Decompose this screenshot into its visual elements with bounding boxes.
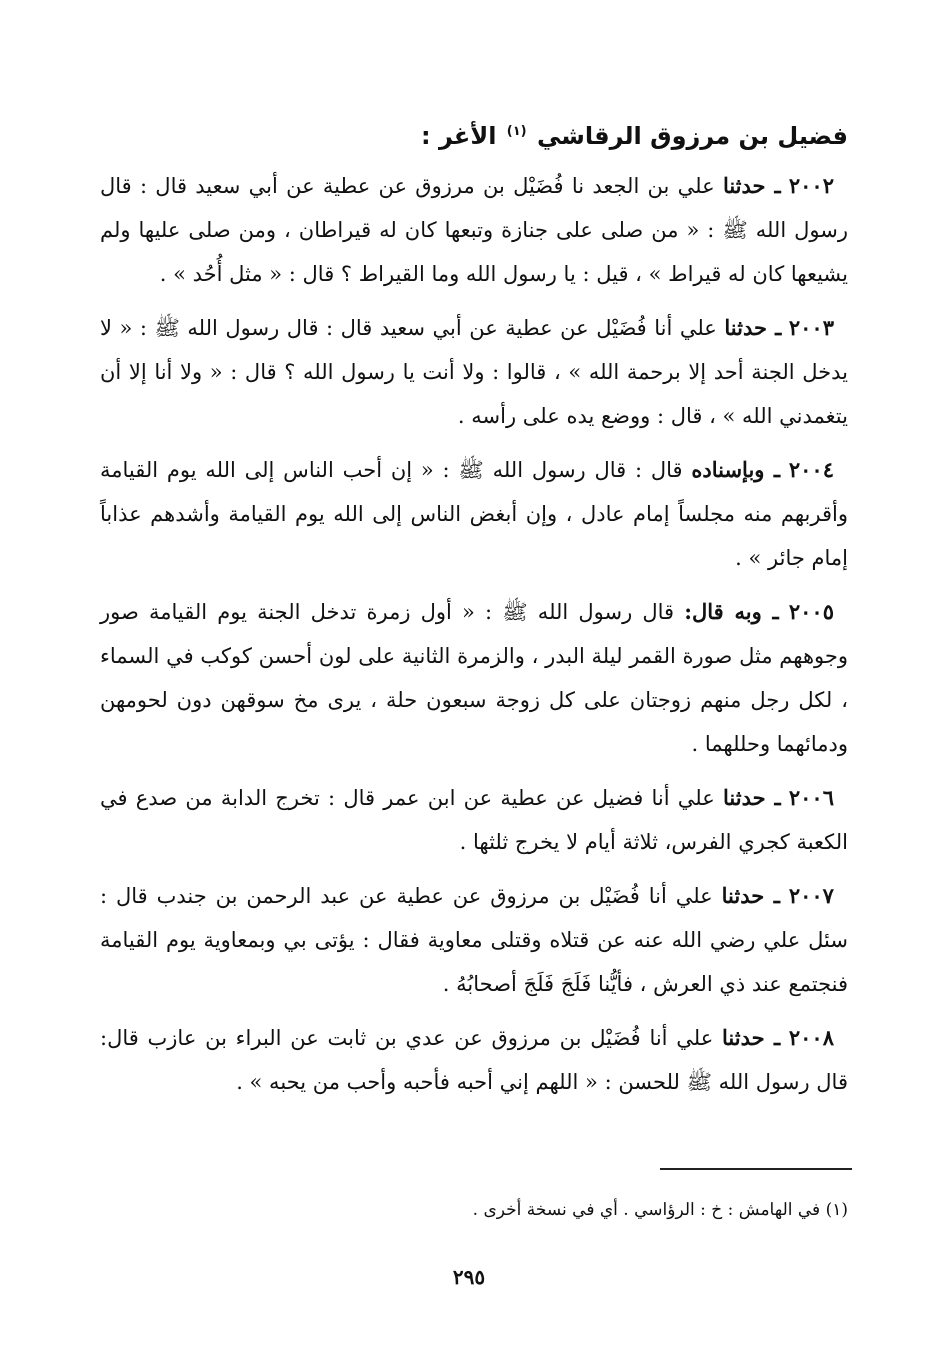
hadith-2002: ٢٠٠٢ ـ حدثنا علي بن الجعد نا فُضَيْل بن مرزوق عن عطية عن أبي سعيد قال : قال رسول الله ﷺ : « من صلى على جنازة وتبعها كان له قيراطان ، ومن صلى عليها ولم يشيعها كان له قيراط » ، قيل : يا رسول الله وما القيراط ؟ قال : « مثل أُحُد » .	[100, 173, 848, 286]
hadith-lead: وبإسناده	[691, 457, 765, 482]
hadith-lead: حدثنا	[721, 883, 765, 908]
hadith-text: علي أنا فُضَيْل عن عطية عن أبي سعيد قال : قال رسول الله ﷺ : « لا يدخل الجنة أحد إلا برحمة الله » ، قالوا : ولا أنت يا رسول الله ؟ قال : « ولا أنا إلا أن يتغمدني الله » ، قال : ووضع يده على رأسه .	[100, 316, 848, 428]
hadith-lead: حدثنا	[723, 785, 766, 810]
footnote: (١) في الهامش : خ : الرؤاسي . أي في نسخة أخرى .	[472, 1200, 848, 1220]
hadith-2003: ٢٠٠٣ ـ حدثنا علي أنا فُضَيْل عن عطية عن أبي سعيد قال : قال رسول الله ﷺ : « لا يدخل الجنة أحد إلا برحمة الله » ، قالوا : ولا أنت يا رسول الله ؟ قال : « ولا أنا إلا أن يتغمدني الله » ، قال : ووضع يده على رأسه .	[100, 315, 848, 428]
hadith-number: ٢٠٠٨	[788, 1025, 834, 1050]
hadith-lead: وبه قال:	[684, 599, 762, 624]
footnote-marker: (١)	[506, 124, 527, 139]
section-heading	[100, 112, 848, 156]
hadith-number: ٢٠٠٢	[788, 173, 834, 198]
heading-title: فضيل بن مرزوق الرقاشي	[536, 122, 848, 150]
hadith-lead: حدثنا	[722, 173, 766, 198]
hadith-2007: ٢٠٠٧ ـ حدثنا علي أنا فُضَيْل بن مرزوق عن عطية عن عبد الرحمن بن جندب قال : سئل علي رضي الله عنه عن قتلاه وقتلى معاوية فقال : يؤتى بي وبمعاوية يوم القيامة فنجتمع عند ذي العرش ، فأيُّنا فَلَجَ فَلَجَ أصحابُهُ .	[100, 883, 848, 996]
page-content	[100, 112, 848, 1114]
hadith-text: علي أنا فُضَيْل بن مرزوق عن عطية عن عبد الرحمن بن جندب قال : سئل علي رضي الله عنه عن قتلاه وقتلى معاوية فقال : يؤتى بي وبمعاوية يوم القيامة فنجتمع عند ذي العرش ، فأيُّنا فَلَجَ فَلَجَ أصحابُهُ .	[100, 884, 848, 996]
footnote-divider	[660, 1168, 852, 1170]
hadith-number: ٢٠٠٤	[788, 457, 834, 482]
hadith-text: قال رسول الله ﷺ : « أول زمرة تدخل الجنة يوم القيامة صور وجوههم مثل صورة القمر ليلة البدر ، والزمرة الثانية على لون أحسن كوكب في السماء ، لكل رجل منهم زوجتان على كل زوجة سبعون حلة ، يرى مخ سوقهن دون لحومهن ودمائهما وحللهما .	[100, 600, 848, 756]
hadith-lead: حدثنا	[724, 315, 767, 340]
hadith-number: ٢٠٠٦	[788, 785, 834, 810]
hadith-text: علي بن الجعد نا فُضَيْل بن مرزوق عن عطية عن أبي سعيد قال : قال رسول الله ﷺ : « من صلى على جنازة وتبعها كان له قيراطان ، ومن صلى عليها ولم يشيعها كان له قيراط » ، قيل : يا رسول الله وما القيراط ؟ قال : « مثل أُحُد » .	[100, 174, 848, 286]
hadith-number: ٢٠٠٧	[788, 883, 834, 908]
hadith-text: قال : قال رسول الله ﷺ : « إن أحب الناس إلى الله يوم القيامة وأقربهم منه مجلساً إمام عادل ، وإن أبغض الناس إلى الله يوم القيامة وأشدهم عذاباً إمام جائر » .	[100, 458, 848, 570]
hadith-number: ٢٠٠٥	[788, 599, 834, 624]
hadith-lead: حدثنا	[722, 1025, 765, 1050]
heading-suffix: الأغر :	[421, 122, 497, 150]
hadith-2008: ٢٠٠٨ ـ حدثنا علي أنا فُضَيْل بن مرزوق عن عدي بن ثابت عن البراء بن عازب قال: قال رسول الله ﷺ للحسن : « اللهم إني أحبه فأحبه وأحب من يحبه » .	[100, 1025, 848, 1094]
hadith-2006: ٢٠٠٦ ـ حدثنا علي أنا فضيل عن عطية عن ابن عمر قال : تخرج الدابة من صدع في الكعبة كجري الفرس، ثلاثة أيام لا يخرج ثلثها .	[100, 785, 848, 854]
hadith-text: علي أنا فضيل عن عطية عن ابن عمر قال : تخرج الدابة من صدع في الكعبة كجري الفرس، ثلاثة أيام لا يخرج ثلثها .	[100, 786, 848, 854]
hadith-text: علي أنا فُضَيْل بن مرزوق عن عدي بن ثابت عن البراء بن عازب قال: قال رسول الله ﷺ للحسن : « اللهم إني أحبه فأحبه وأحب من يحبه » .	[100, 1026, 848, 1094]
hadith-number: ٢٠٠٣	[788, 315, 834, 340]
page-number: ٢٩٥	[452, 1265, 486, 1289]
hadith-2005: ٢٠٠٥ ـ وبه قال: قال رسول الله ﷺ : « أول زمرة تدخل الجنة يوم القيامة صور وجوههم مثل صورة القمر ليلة البدر ، والزمرة الثانية على لون أحسن كوكب في السماء ، لكل رجل منهم زوجتان على كل زوجة سبعون حلة ، يرى مخ سوقهن دون لحومهن ودمائهما وحللهما .	[100, 599, 848, 756]
hadith-2004: ٢٠٠٤ ـ وبإسناده قال : قال رسول الله ﷺ : « إن أحب الناس إلى الله يوم القيامة وأقربهم منه مجلساً إمام عادل ، وإن أبغض الناس إلى الله يوم القيامة وأشدهم عذاباً إمام جائر » .	[100, 457, 848, 570]
